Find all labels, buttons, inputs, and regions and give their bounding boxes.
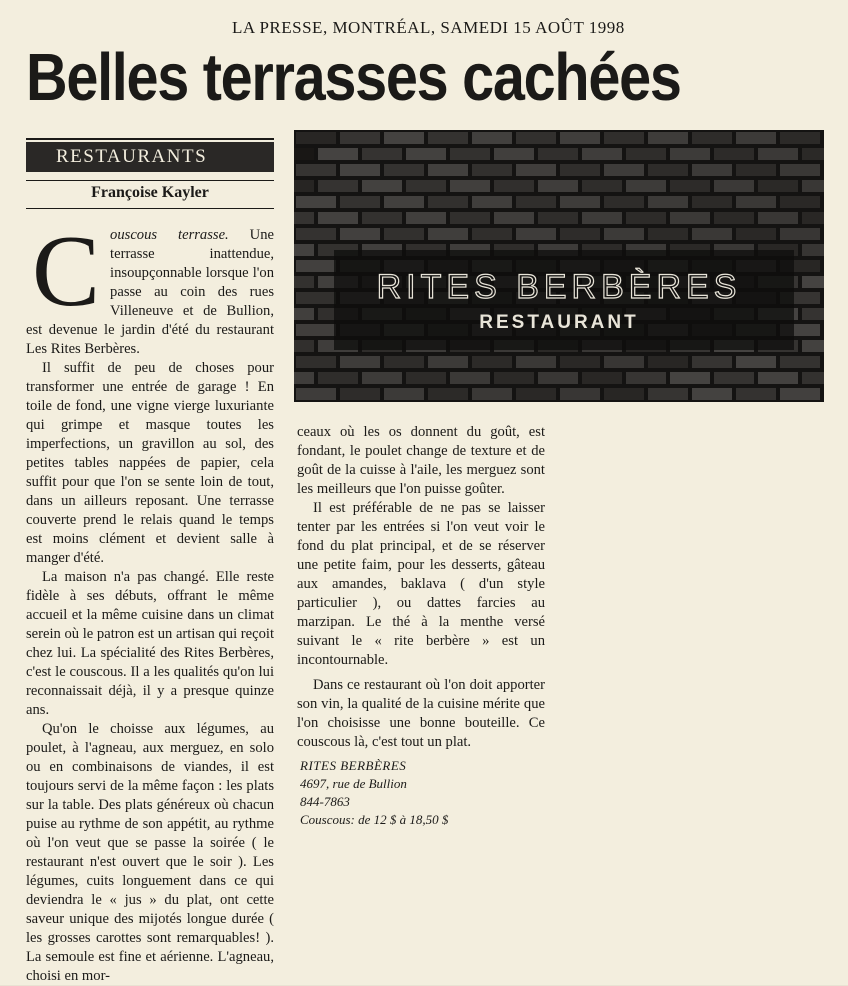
- paragraph: ceaux où les os donnent du goût, est fondant, le poulet change de texture et de goût de la cuisse à l'aile, les merguez sont les meilleurs que l'on puisse goûter.: [297, 424, 545, 497]
- restaurant-info: [300, 757, 540, 829]
- paragraph: Il est préférable de ne pas se laisser tenter par les entrées si l'on veut voir le fond du plat principal, et de se réserver une petite faim, pour les desserts, gâteau aux amandes, baklava ( d'un style particulier ), ou dattes farcies au marzipan. Le thé à la menthe versé suivant le « rite berbère » est un incontournable.: [297, 500, 545, 668]
- paragraph: La maison n'a pas changé. Elle reste fidèle à ses débuts, offrant le même accueil et la même cuisine dans un climat serein où le patron est un artisan qui reçoit chez lui. La spécialité des Rites Berbères, c'est le couscous. Il a les qualités qu'on lui reconnaissait déjà, il y a presque quinze ans.: [26, 569, 275, 718]
- sign-subtitle: RESTAURANT: [479, 312, 639, 333]
- info-price: Couscous: de 12 $ à 18,50 $: [300, 812, 449, 827]
- info-address: 4697, rue de Bullion: [300, 776, 407, 791]
- info-name: RITES BERBÈRES: [300, 758, 407, 773]
- restaurant-sign-photo: [294, 130, 824, 402]
- byline-rule: [26, 208, 274, 209]
- brick-wall: [294, 130, 824, 402]
- lead-paragraph: [26, 215, 274, 359]
- paragraph: Il suffit de peu de choses pour transformer une entrée de garage ! En toile de fond, une vigne vierge luxuriante qui grimpe et masque toutes les imperfections, un gravillon au sol, des petites tables nappées de papier, cela suffit pour que l'on se sente loin de tout, dans un ailleurs reposant. Une terrasse couverte prend le relais quand le temps est moins clément et devient salle à manger d'été.: [26, 360, 274, 566]
- headline: Belles terrasses cachées: [26, 40, 681, 115]
- paragraph: Dans ce restaurant où l'on doit apporter son vin, la qualité de la cuisine mérite que l'on choisisse une bonne bouteille. Ce couscous là, c'est tout un plat.: [297, 677, 545, 750]
- article-column-2: [297, 423, 545, 752]
- section-rule-top: [26, 138, 274, 140]
- lead-text: Une terrasse inattendue, insoupçonnable lorsque l'on passe au coin des rues Villeneuve et de Bullion, est devenue le jardin d'été du restaurant Les Rites Berbères.: [26, 227, 274, 357]
- article-column-1: [26, 215, 275, 986]
- paragraph: Qu'on le choisse aux légumes, au poulet, à l'agneau, aux merguez, en solo ou en combinaisons de viandes, il est toujours servi de la même façon : les plats sur la table. Des plats généreux où chacun puise au rythme de son appétit, au rythme où l'on veut que se passe la soirée ( le restaurant n'est ouvert que le soir ). Les légumes, cuits longuement dans ce qui deviendra le « jus » du plat, ont cette saveur unique des mijotés longue durée ( les grosses carottes sont remarquables! ). La semoule est fine et aérienne. L'agneau, choisi en mor-: [26, 721, 274, 984]
- dateline: LA PRESSE, MONTRÉAL, SAMEDI 15 AOÛT 1998: [232, 18, 625, 37]
- drop-cap: C: [32, 215, 101, 328]
- section-header: [26, 138, 274, 181]
- sign-name: RITES BERBÈRES: [376, 268, 742, 306]
- section-rule-bottom: [26, 180, 274, 181]
- byline: Françoise Kayler: [91, 184, 209, 201]
- section-label: RESTAURANTS: [26, 142, 274, 172]
- lead-italic: ouscous terrasse.: [110, 227, 229, 243]
- info-phone: 844-7863: [300, 794, 350, 809]
